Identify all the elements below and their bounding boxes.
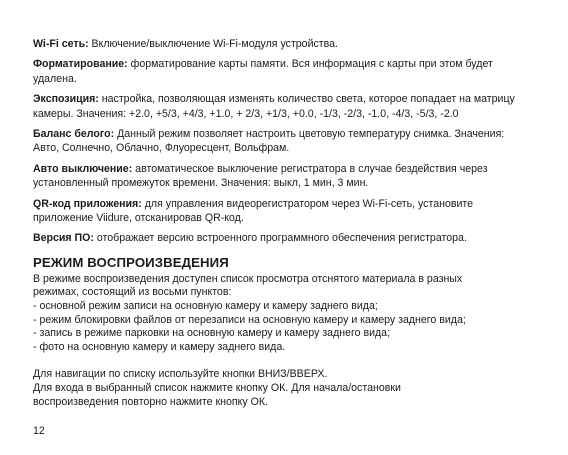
section-heading: РЕЖИМ ВОСПРОИЗВЕДЕНИЯ — [33, 254, 229, 270]
list-item: - фото на основную камеру и камеру заднего вида. — [33, 340, 286, 353]
text-line: Для навигации по списку используйте кнопки ВНИЗ/ВВЕРХ. — [33, 368, 328, 381]
setting-exposure — [33, 92, 533, 121]
text-line: режимах, состоящий из восьми пунктов: — [33, 286, 232, 299]
setting-term: Экспозиция: — [33, 93, 99, 106]
manual-page — [33, 37, 533, 409]
setting-description: настройка, позволяющая изменять количество света, которое попадает на матрицу камеры. Значения: +2.0, +5/3, +4/3, +1.0, + 2/3, +1/3, +0.0, -1/3, -2/3, -1.0, -4/3, -5/3, -2.0 — [33, 93, 515, 120]
playback-description — [33, 273, 533, 355]
setting-description: для управления видеорегистратором через Wi-Fi-сеть, установите приложение Viidure, отсканировав QR-код. — [33, 197, 474, 225]
setting-term: Форматирование: — [33, 58, 128, 71]
text-line: В режиме воспроизведения доступен список просмотра отснятого материала в разных — [33, 272, 463, 285]
list-item: - основной режим записи на основную камеру и камеру заднего вида; — [33, 300, 378, 313]
setting-white-balance — [33, 127, 533, 156]
page-number: 12 — [33, 425, 45, 437]
setting-description: Данный режим позволяет настроить цветовую температуру снимка. Значения: Авто, Солнечно, Облачно, Флуоресцент, Вольфрам. — [33, 128, 505, 155]
setting-term: Версия ПО: — [33, 232, 94, 245]
setting-description: отображает версию встроенного программного обеспечения регистратора. — [93, 232, 467, 245]
setting-qr-code — [33, 197, 533, 226]
setting-description: автоматическое выключение регистратора в случае бездействия через установленный промежуток времени. Значения: выкл, 1 мин, 3 мин. — [33, 162, 488, 190]
list-item: - запись в режиме парковки на основную камеру и камеру заднего вида; — [33, 327, 391, 340]
list-item: - режим блокировки файлов от перезаписи на основную камеру и камеру заднего вида; — [33, 313, 466, 326]
text-line: Для входа в выбранный список нажмите кнопку ОК. Для начала/остановки — [33, 382, 401, 395]
text-line: воспроизведения повторно нажмите кнопку ОК. — [33, 395, 268, 408]
setting-term: Баланс белого: — [33, 128, 115, 141]
setting-term: Авто выключение: — [33, 162, 133, 175]
setting-wifi — [33, 37, 533, 51]
spacer — [33, 354, 533, 368]
setting-description: Включение/выключение Wi-Fi-модуля устройства. — [88, 38, 338, 50]
setting-term: Wi-Fi сеть: — [33, 38, 89, 50]
setting-description: форматирование карты памяти. Вся информация с карты при этом будет удалена. — [33, 58, 493, 85]
setting-term: QR-код приложения: — [33, 197, 142, 210]
setting-format — [33, 57, 533, 86]
setting-auto-off — [33, 162, 533, 191]
navigation-instructions — [33, 368, 533, 409]
setting-firmware-version — [33, 231, 533, 245]
